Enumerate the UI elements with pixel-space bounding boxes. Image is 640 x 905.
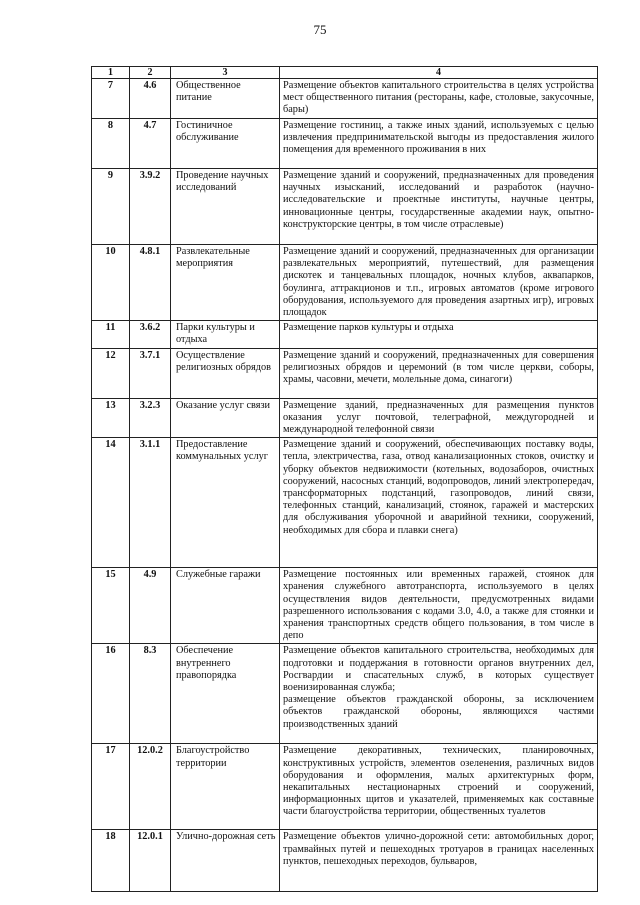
row-description: Размещение зданий, предназначенных для размещения пунктов оказания услуг почтовой, телеграфной, междугородней и международной телефонной связи <box>280 398 598 438</box>
row-description: Размещение зданий и сооружений, предназначенных для организации развлекательных мероприятий, путешествий, для размещения дискотек и танцевальных площадок, ночных клубов, аквапарков, боулинга, аттракционов и т.п., игровых автоматов (кроме игрового оборудования, используемого для проведения азартных игр), игровых площадок <box>280 245 598 321</box>
table-row <box>92 438 598 568</box>
table-row <box>92 79 598 119</box>
row-description: Размещение зданий и сооружений, предназначенных для проведения научных изысканий, исследований и разработок (научно-исследовательские и проектные институты, научные центры, инновационные центры, государственные академии наук, опытно-конструкторские центры, в том числе отраслевые) <box>280 169 598 245</box>
row-description: Размещение постоянных или временных гаражей, стоянок для хранения служебного автотранспорта, используемого в целях осуществления видов деятельности, предусмотренных видами разрешенного использования с кодами 3.0, 4.0, а также для стоянки и хранения транспортных средств общего пользования, в том числе в депо <box>280 568 598 644</box>
page-number: 75 <box>313 22 327 37</box>
row-number: 9 <box>92 169 130 245</box>
row-number: 8 <box>92 119 130 169</box>
table-row <box>92 568 598 644</box>
table-row <box>92 398 598 438</box>
row-description: Размещение объектов капитального строительства в целях устройства мест общественного питания (рестораны, кафе, столовые, закусочные, бары) <box>280 79 598 119</box>
row-description: Размещение гостиниц, а также иных зданий, используемых с целью извлечения предпринимательской выгоды из предоставления жилого помещения для временного проживания в них <box>280 119 598 169</box>
row-name: Обеспечение внутреннего правопорядка <box>171 644 280 744</box>
row-number: 15 <box>92 568 130 644</box>
row-code: 4.6 <box>130 79 171 119</box>
row-number: 10 <box>92 245 130 321</box>
header-col-3: 3 <box>171 67 280 79</box>
row-description: Размещение зданий и сооружений, обеспечивающих поставку воды, тепла, электричества, газа, отвод канализационных стоков, очистку и уборку объектов недвижимости (котельных, водозаборов, очистных сооружений, насосных станций, водопроводов, линий электропередач, трансформаторных подстанций, газопроводов, линий связи, телефонных станций, канализаций, стоянок, гаражей и мастерских для обслуживания уборочной и аварийной техники, сооружений, необходимых для сбора и плавки снега) <box>280 438 598 568</box>
row-name: Служебные гаражи <box>171 568 280 644</box>
row-code: 3.7.1 <box>130 348 171 398</box>
table-row <box>92 169 598 245</box>
row-description: Размещение декоративных, технических, планировочных, конструктивных устройств, элементов озеленения, различных видов оборудования и оформления, малых архитектурных форм, некапитальных нестационарных строений и сооружений, информационных щитов и указателей, применяемых как составные части благоустройства территории, общественных туалетов <box>280 744 598 830</box>
row-name: Проведение научных исследований <box>171 169 280 245</box>
row-description: Размещение объектов улично-дорожной сети: автомобильных дорог, трамвайных путей и пешеходных тротуаров в границах населенных пунктов, пешеходных переходов, бульваров, <box>280 830 598 892</box>
row-code: 3.6.2 <box>130 321 171 348</box>
row-name: Предоставление коммунальных услуг <box>171 438 280 568</box>
row-name: Развлекательные мероприятия <box>171 245 280 321</box>
row-description: Размещение объектов капитального строительства, необходимых для подготовки и поддержания в готовности органов внутренних дел, Росгвардии и спасательных служб, в которых существует военизированная служба; размещение объектов гражданской обороны, за исключением объектов гражданской обороны, являющихся частями производственных зданий <box>280 644 598 744</box>
row-name: Благоустройство территории <box>171 744 280 830</box>
table-row <box>92 744 598 830</box>
table-row <box>92 830 598 892</box>
row-code: 4.9 <box>130 568 171 644</box>
land-use-table <box>91 66 598 892</box>
row-number: 12 <box>92 348 130 398</box>
row-number: 16 <box>92 644 130 744</box>
row-code: 12.0.1 <box>130 830 171 892</box>
table-row <box>92 245 598 321</box>
row-description: Размещение парков культуры и отдыха <box>280 321 598 348</box>
row-code: 12.0.2 <box>130 744 171 830</box>
row-number: 18 <box>92 830 130 892</box>
row-number: 7 <box>92 79 130 119</box>
row-number: 17 <box>92 744 130 830</box>
header-col-2: 2 <box>130 67 171 79</box>
row-number: 13 <box>92 398 130 438</box>
table-row <box>92 644 598 744</box>
row-name: Оказание услуг связи <box>171 398 280 438</box>
table-header-row <box>92 67 598 79</box>
row-code: 3.9.2 <box>130 169 171 245</box>
row-name: Парки культуры и отдыха <box>171 321 280 348</box>
row-code: 4.7 <box>130 119 171 169</box>
row-code: 8.3 <box>130 644 171 744</box>
table-row <box>92 321 598 348</box>
row-code: 3.2.3 <box>130 398 171 438</box>
row-name: Гостиничное обслуживание <box>171 119 280 169</box>
row-code: 4.8.1 <box>130 245 171 321</box>
header-col-1: 1 <box>92 67 130 79</box>
row-number: 14 <box>92 438 130 568</box>
row-code: 3.1.1 <box>130 438 171 568</box>
row-number: 11 <box>92 321 130 348</box>
row-name: Улично-дорожная сеть <box>171 830 280 892</box>
row-name: Осуществление религиозных обрядов <box>171 348 280 398</box>
table-row <box>92 119 598 169</box>
row-name: Общественное питание <box>171 79 280 119</box>
header-col-4: 4 <box>280 67 598 79</box>
table-row <box>92 348 598 398</box>
row-description: Размещение зданий и сооружений, предназначенных для совершения религиозных обрядов и церемоний (в том числе церкви, соборы, храмы, часовни, мечети, молельные дома, синагоги) <box>280 348 598 398</box>
